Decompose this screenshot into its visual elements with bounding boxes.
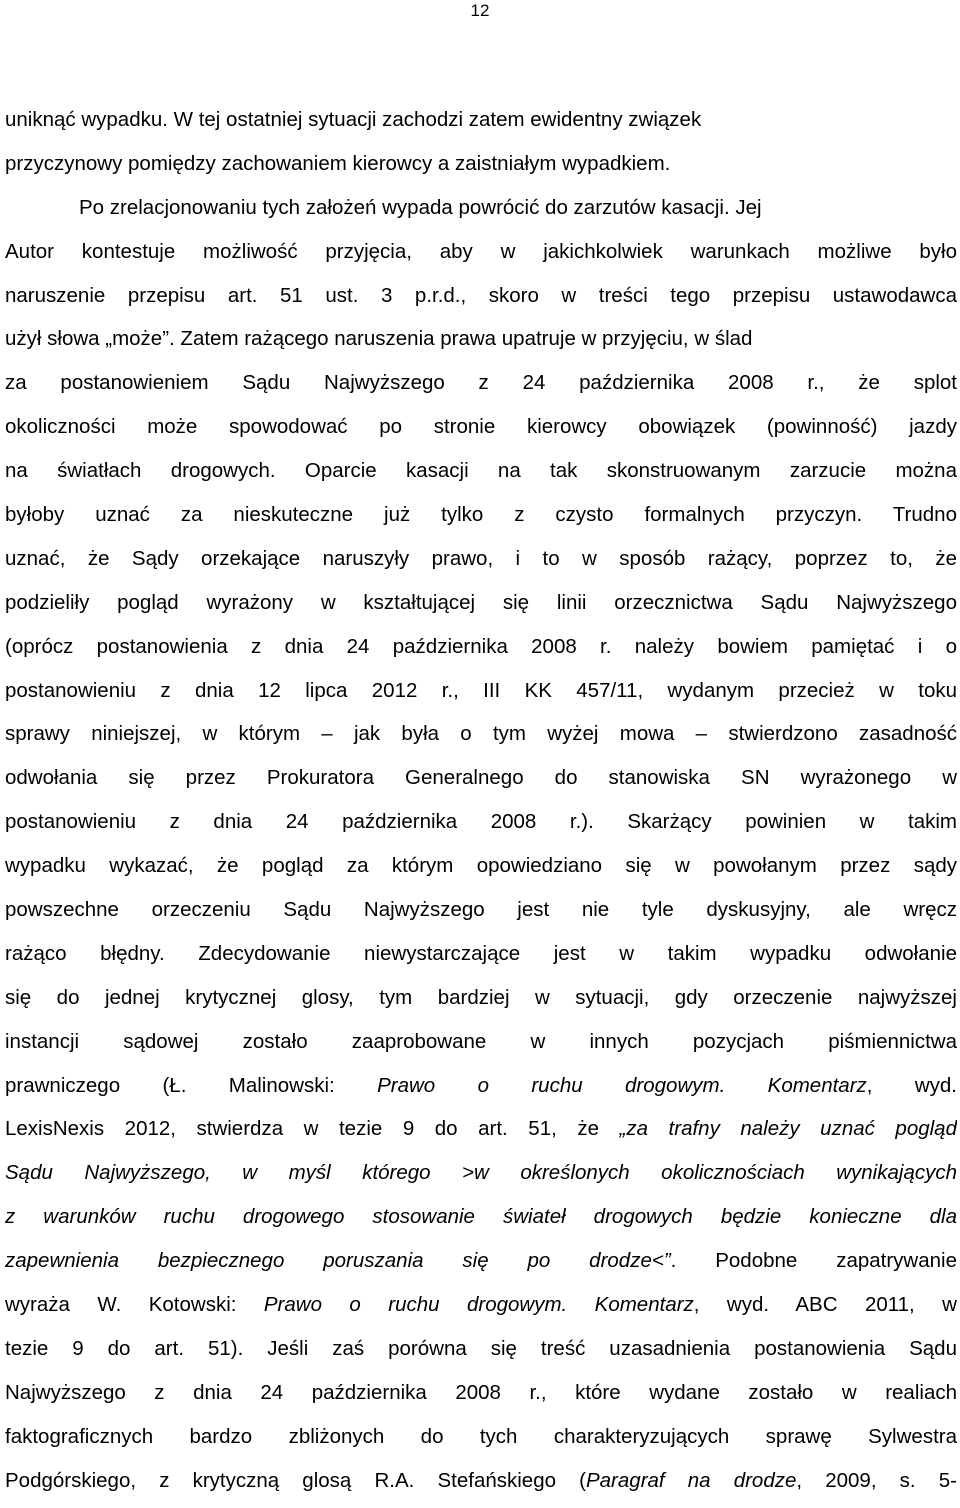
- text-segment: wyraża W. Kotowski:: [5, 1293, 264, 1317]
- text-segment: . Podobne zapatrywanie: [670, 1249, 957, 1273]
- italic-text-segment: Paragraf na drodze: [585, 1468, 797, 1492]
- text-segment: uniknąć wypadku. W tej ostatniej sytuacji zachodzi zatem ewidentny związek: [5, 108, 702, 131]
- text-line: [5, 142, 957, 186]
- text-line: [5, 712, 957, 756]
- text-line: [5, 1415, 957, 1459]
- text-line: [5, 274, 957, 318]
- text-segment: użył słowa „może”. Zatem rażącego naruszenia prawa upatruje w przyjęciu, w ślad: [5, 327, 753, 351]
- body-text: [5, 98, 957, 1503]
- text-line: [5, 888, 957, 932]
- text-segment: postanowieniu z dnia 24 października 2008 r.). Skarżący powinien w takim: [5, 810, 957, 834]
- text-segment: odwołania się przez Prokuratora Generalnego do stanowiska SN wyrażonego w: [5, 766, 957, 790]
- text-line: [5, 581, 957, 625]
- text-line: [5, 976, 957, 1020]
- text-segment: sprawy niniejszej, w którym – jak była o tym wyżej mowa – stwierdzono zasadność: [5, 722, 957, 746]
- text-segment: , 2009, s. 5-: [796, 1468, 957, 1492]
- text-line: [5, 625, 957, 669]
- italic-text-segment: z warunków ruchu drogowego stosowanie świateł drogowych będzie konieczne dla: [5, 1205, 957, 1229]
- text-line: [5, 756, 957, 800]
- text-line: [5, 1459, 957, 1503]
- text-segment: faktograficznych bardzo zbliżonych do tych charakteryzujących sprawę Sylwestra: [5, 1424, 957, 1448]
- italic-text-segment: zapewnienia bezpiecznego poruszania się po drodze<”: [5, 1249, 671, 1273]
- text-line: [5, 1064, 957, 1108]
- text-segment: podzieliły pogląd wyrażony w kształtującej się linii orzecznictwa Sądu Najwyższego: [5, 590, 957, 614]
- text-line: [5, 449, 957, 493]
- text-line: [5, 405, 957, 449]
- text-segment: LexisNexis 2012, stwierdza w tezie 9 do art. 51, że: [5, 1117, 620, 1141]
- text-segment: rażąco błędny. Zdecydowanie niewystarczające jest w takim wypadku odwołanie: [5, 941, 957, 965]
- text-line: [5, 361, 957, 405]
- page-number: 12: [470, 1, 490, 20]
- text-segment: Autor kontestuje możliwość przyjęcia, aby w jakichkolwiek warunkach możliwe było: [5, 239, 957, 263]
- text-line: [5, 1151, 957, 1195]
- text-segment: (oprócz postanowienia z dnia 24 października 2008 r. należy bowiem pamiętać i o: [5, 634, 957, 658]
- text-line: [5, 669, 957, 713]
- text-line: [5, 1327, 957, 1371]
- text-line: [5, 493, 957, 537]
- text-line: [5, 932, 957, 976]
- text-line: [5, 1283, 957, 1327]
- text-segment: się do jednej krytycznej glosy, tym bardziej w sytuacji, gdy orzeczenie najwyższej: [5, 985, 957, 1009]
- text-line: [5, 98, 957, 142]
- italic-text-segment: „za trafny należy uznać pogląd: [619, 1117, 957, 1141]
- text-segment: przyczynowy pomiędzy zachowaniem kierowcy a zaistniałym wypadkiem.: [5, 151, 671, 175]
- text-line: [5, 800, 957, 844]
- text-segment: wypadku wykazać, że pogląd za którym opowiedziano się w powołanym przez sądy: [5, 854, 957, 878]
- italic-text-segment: Sądu Najwyższego, w myśl którego >w określonych okolicznościach wynikających: [5, 1161, 957, 1185]
- text-segment: byłoby uznać za nieskuteczne już tylko z czysto formalnych przyczyn. Trudno: [5, 503, 957, 527]
- text-segment: Po zrelacjonowaniu tych założeń wypada powrócić do zarzutów kasacji. Jej: [79, 195, 762, 219]
- text-line: [5, 1371, 957, 1415]
- text-line: [5, 1195, 957, 1239]
- italic-text-segment: Prawo o ruchu drogowym. Komentarz: [263, 1293, 694, 1317]
- text-segment: , wyd.: [866, 1073, 957, 1097]
- text-line: [5, 317, 957, 361]
- text-line: [5, 1107, 957, 1151]
- text-segment: powszechne orzeczeniu Sądu Najwyższego jest nie tyle dyskusyjny, ale wręcz: [5, 898, 957, 922]
- text-segment: naruszenie przepisu art. 51 ust. 3 p.r.d., skoro w treści tego przepisu ustawodawca: [5, 283, 957, 307]
- text-segment: okoliczności może spowodować po stronie kierowcy obowiązek (powinność) jazdy: [5, 415, 957, 439]
- text-line: [5, 844, 957, 888]
- text-segment: postanowieniu z dnia 12 lipca 2012 r., III KK 457/11, wydanym przecież w toku: [5, 678, 957, 702]
- text-segment: instancji sądowej zostało zaaprobowane w innych pozycjach piśmiennictwa: [5, 1029, 957, 1053]
- text-line: [5, 230, 957, 274]
- text-segment: Podgórskiego, z krytyczną glosą R.A. Stefańskiego (: [5, 1468, 586, 1492]
- text-segment: na światłach drogowych. Oparcie kasacji na tak skonstruowanym zarzucie można: [5, 459, 957, 483]
- text-line: [5, 1020, 957, 1064]
- text-segment: tezie 9 do art. 51). Jeśli zaś porówna się treść uzasadnienia postanowienia Sądu: [5, 1336, 957, 1360]
- text-line: [5, 1239, 957, 1283]
- text-segment: uznać, że Sądy orzekające naruszyły prawo, i to w sposób rażący, poprzez to, że: [5, 546, 957, 570]
- text-segment: za postanowieniem Sądu Najwyższego z 24 października 2008 r., że splot: [5, 371, 957, 395]
- text-segment: prawniczego (Ł. Malinowski:: [5, 1073, 378, 1097]
- italic-text-segment: Prawo o ruchu drogowym. Komentarz: [377, 1073, 867, 1097]
- text-segment: , wyd. ABC 2011, w: [693, 1293, 957, 1317]
- text-line: [5, 186, 957, 230]
- text-segment: Najwyższego z dnia 24 października 2008 r., które wydane zostało w realiach: [5, 1380, 957, 1404]
- text-line: [5, 537, 957, 581]
